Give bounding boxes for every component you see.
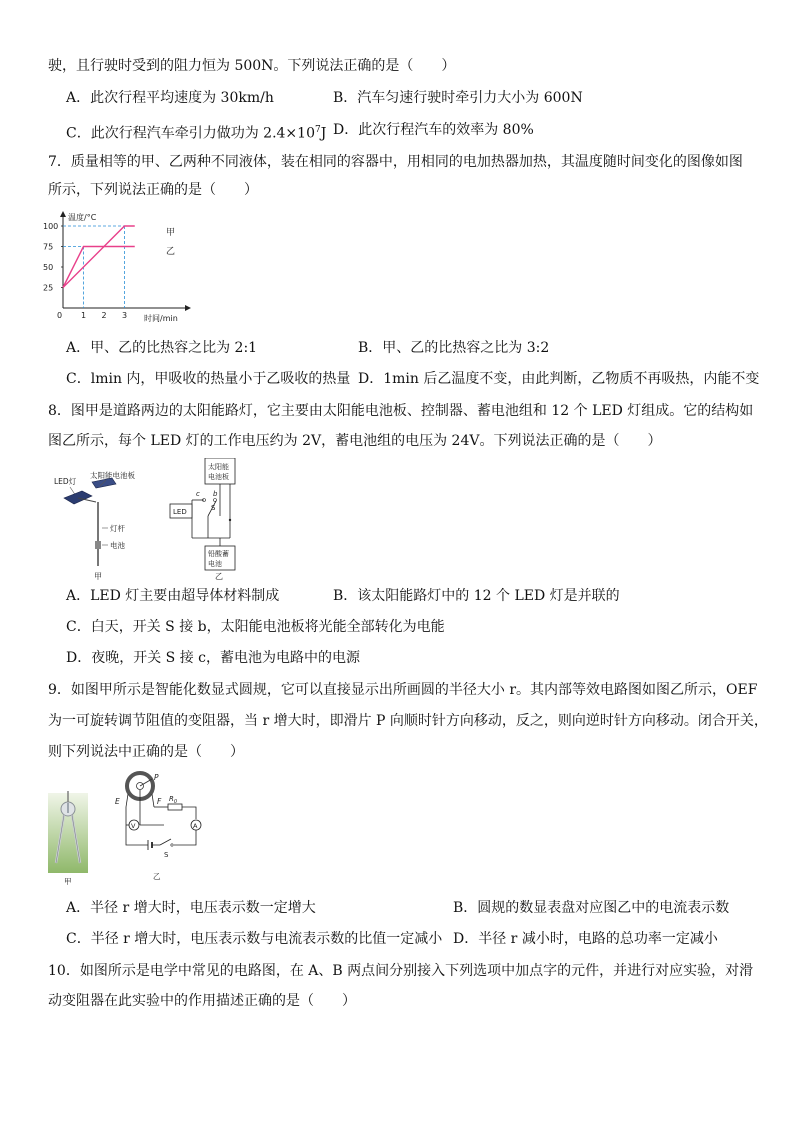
terminal-b: b bbox=[213, 490, 218, 498]
q7-option-a: A．甲、乙的比热容之比为 2:1 bbox=[66, 340, 258, 356]
q6-stem-tail: 驶，且行驶时受到的阻力恒为 500N。下列说法正确的是（ ） bbox=[48, 58, 456, 74]
q8-stem-line1: 8．图甲是道路两边的太阳能路灯，它主要由太阳能电池板、控制器、蓄电池组和 12 个 LED 灯组成。它的结构如 bbox=[48, 403, 754, 419]
q10-stem-line2: 动变阻器在此实验中的作用描述正确的是（ ） bbox=[48, 993, 356, 1009]
terminal-c: c bbox=[196, 490, 200, 498]
series-jia-line bbox=[63, 226, 135, 288]
switch-label: S bbox=[211, 504, 216, 512]
q8-option-a: A．LED 灯主要由超导体材料制成 bbox=[66, 588, 280, 604]
battery-box-text-2: 电池 bbox=[208, 560, 222, 568]
voltmeter-label: V bbox=[131, 822, 136, 830]
figure-jia-caption: 甲 bbox=[94, 572, 102, 581]
r0-label bbox=[169, 795, 177, 805]
guide-lines bbox=[63, 226, 125, 308]
q7-stem-line2: 所示，下列说法正确的是（ ） bbox=[48, 182, 258, 198]
solar-streetlight-figure bbox=[48, 458, 248, 583]
q6-option-b: B．汽车匀速行驶时牵引力大小为 600N bbox=[333, 90, 583, 106]
switch-s-label: S bbox=[164, 851, 169, 859]
series-yi-line bbox=[63, 247, 135, 288]
solar-panel-label: 太阳能电池板 bbox=[90, 471, 135, 480]
q9-stem-line2: 为一可旋转调节阻值的变阻器，当 r 增大时，即滑片 P 向顺时针方向移动，反之，则向逆时针方向移动。闭合开关， bbox=[48, 713, 768, 729]
y-tick-label: 50 bbox=[43, 263, 54, 272]
y-tick-label: 25 bbox=[43, 283, 54, 293]
temperature-time-graph bbox=[40, 208, 200, 326]
q8-option-b: B．该太阳能路灯中的 12 个 LED 灯是并联的 bbox=[333, 588, 620, 604]
y-axis-label: 温度/°C bbox=[68, 213, 97, 222]
q10-stem-line1: 10．如图所示是电学中常见的电路图，在 A、B 两点间分别接入下列选项中加点字的元件，并进行对应实验，对滑 bbox=[48, 963, 754, 979]
series-label-yi: 乙 bbox=[166, 247, 176, 257]
y-tick-label: 100 bbox=[43, 222, 59, 231]
q6-option-c-text: C．此次行程汽车牵引力做功为 bbox=[66, 125, 264, 142]
battery-label: 电池 bbox=[110, 541, 125, 550]
q6-option-c bbox=[66, 120, 326, 144]
q8-option-c: C．白天，开关 S 接 b，太阳能电池板将光能全部转化为电能 bbox=[66, 619, 445, 635]
ammeter-label: A bbox=[193, 822, 198, 830]
q7-option-c: C．lmin 内，甲吸收的热量小于乙吸收的热量 bbox=[66, 371, 351, 387]
terminal-e: E bbox=[115, 797, 120, 806]
r0-letter: R bbox=[169, 795, 174, 803]
solar-panel-shape bbox=[64, 491, 92, 504]
slider-p: P bbox=[154, 773, 159, 782]
solar-box-text-2: 电池板 bbox=[208, 473, 229, 481]
battery-box-text-1: 铅酸蓄 bbox=[208, 550, 229, 558]
q7-option-d: D．1min 后乙温度不变，由此判断，乙物质不再吸热，内能不变 bbox=[358, 371, 760, 387]
q6-option-c-value: 2.4×10 bbox=[263, 125, 315, 142]
x-tick-label: 2 bbox=[101, 311, 107, 320]
q6-option-c-unit: J bbox=[320, 125, 327, 142]
switch-s bbox=[160, 839, 171, 845]
q8-stem-line2: 图乙所示，每个 LED 灯的工作电压约为 2V，蓄电池组的电压为 24V。下列说法正确的是（ ） bbox=[48, 433, 662, 449]
led-box-text: LED bbox=[173, 508, 187, 516]
q9-option-a: A．半径 r 增大时，电压表示数一定增大 bbox=[66, 900, 316, 916]
q9-option-b: B．圆规的数显表盘对应图乙中的电流表示数 bbox=[453, 900, 730, 916]
digital-compass-figure bbox=[48, 769, 218, 887]
led-lamp-label: LED灯 bbox=[54, 477, 77, 486]
q6-option-a: A．此次行程平均速度为 30km/h bbox=[66, 90, 274, 106]
r0-subscript: 0 bbox=[173, 799, 178, 805]
battery-shape bbox=[95, 541, 101, 549]
q7-stem-line1: 7．质量相等的甲、乙两种不同液体，装在相同的容器中，用相同的电加热器加热，其温度随时间变化的图像如图 bbox=[48, 154, 743, 170]
q9-stem-line3: 则下列说法中正确的是（ ） bbox=[48, 744, 244, 760]
q6-option-d: D．此次行程汽车的效率为 80% bbox=[333, 122, 534, 138]
solar-box-text-1: 太阳能 bbox=[208, 463, 229, 471]
figure-jia-caption-9: 甲 bbox=[64, 877, 72, 886]
q9-stem-line1: 9．如图甲所示是智能化数显式圆规，它可以直接显示出所画圆的半径大小 r。其内部等效电路图如图乙所示，OEF bbox=[48, 682, 758, 698]
q7-option-b: B．甲、乙的比热容之比为 3:2 bbox=[358, 340, 550, 356]
data-series bbox=[63, 226, 135, 288]
q8-option-d: D．夜晚，开关 S 接 c，蓄电池为电路中的电源 bbox=[66, 650, 361, 666]
x-axis-label: 时间/min bbox=[144, 314, 178, 323]
figure-yi-caption-9: 乙 bbox=[153, 872, 161, 881]
y-tick-label: 75 bbox=[43, 242, 54, 252]
x-tick-label: 1 bbox=[81, 311, 87, 320]
series-label-jia: 甲 bbox=[166, 228, 176, 238]
pole-label: 灯杆 bbox=[110, 524, 125, 533]
q9-option-d: D．半径 r 减小时，电路的总功率一定减小 bbox=[453, 931, 718, 947]
figure-yi-caption: 乙 bbox=[215, 572, 223, 581]
x-tick-label: 3 bbox=[122, 311, 128, 320]
terminal-f: F bbox=[157, 797, 162, 806]
q6-option-c-exponent: 7 bbox=[314, 125, 321, 135]
x-tick-label: 0 bbox=[57, 311, 63, 320]
q9-option-c: C．半径 r 增大时，电压表示数与电流表示数的比值一定减小 bbox=[66, 931, 443, 947]
